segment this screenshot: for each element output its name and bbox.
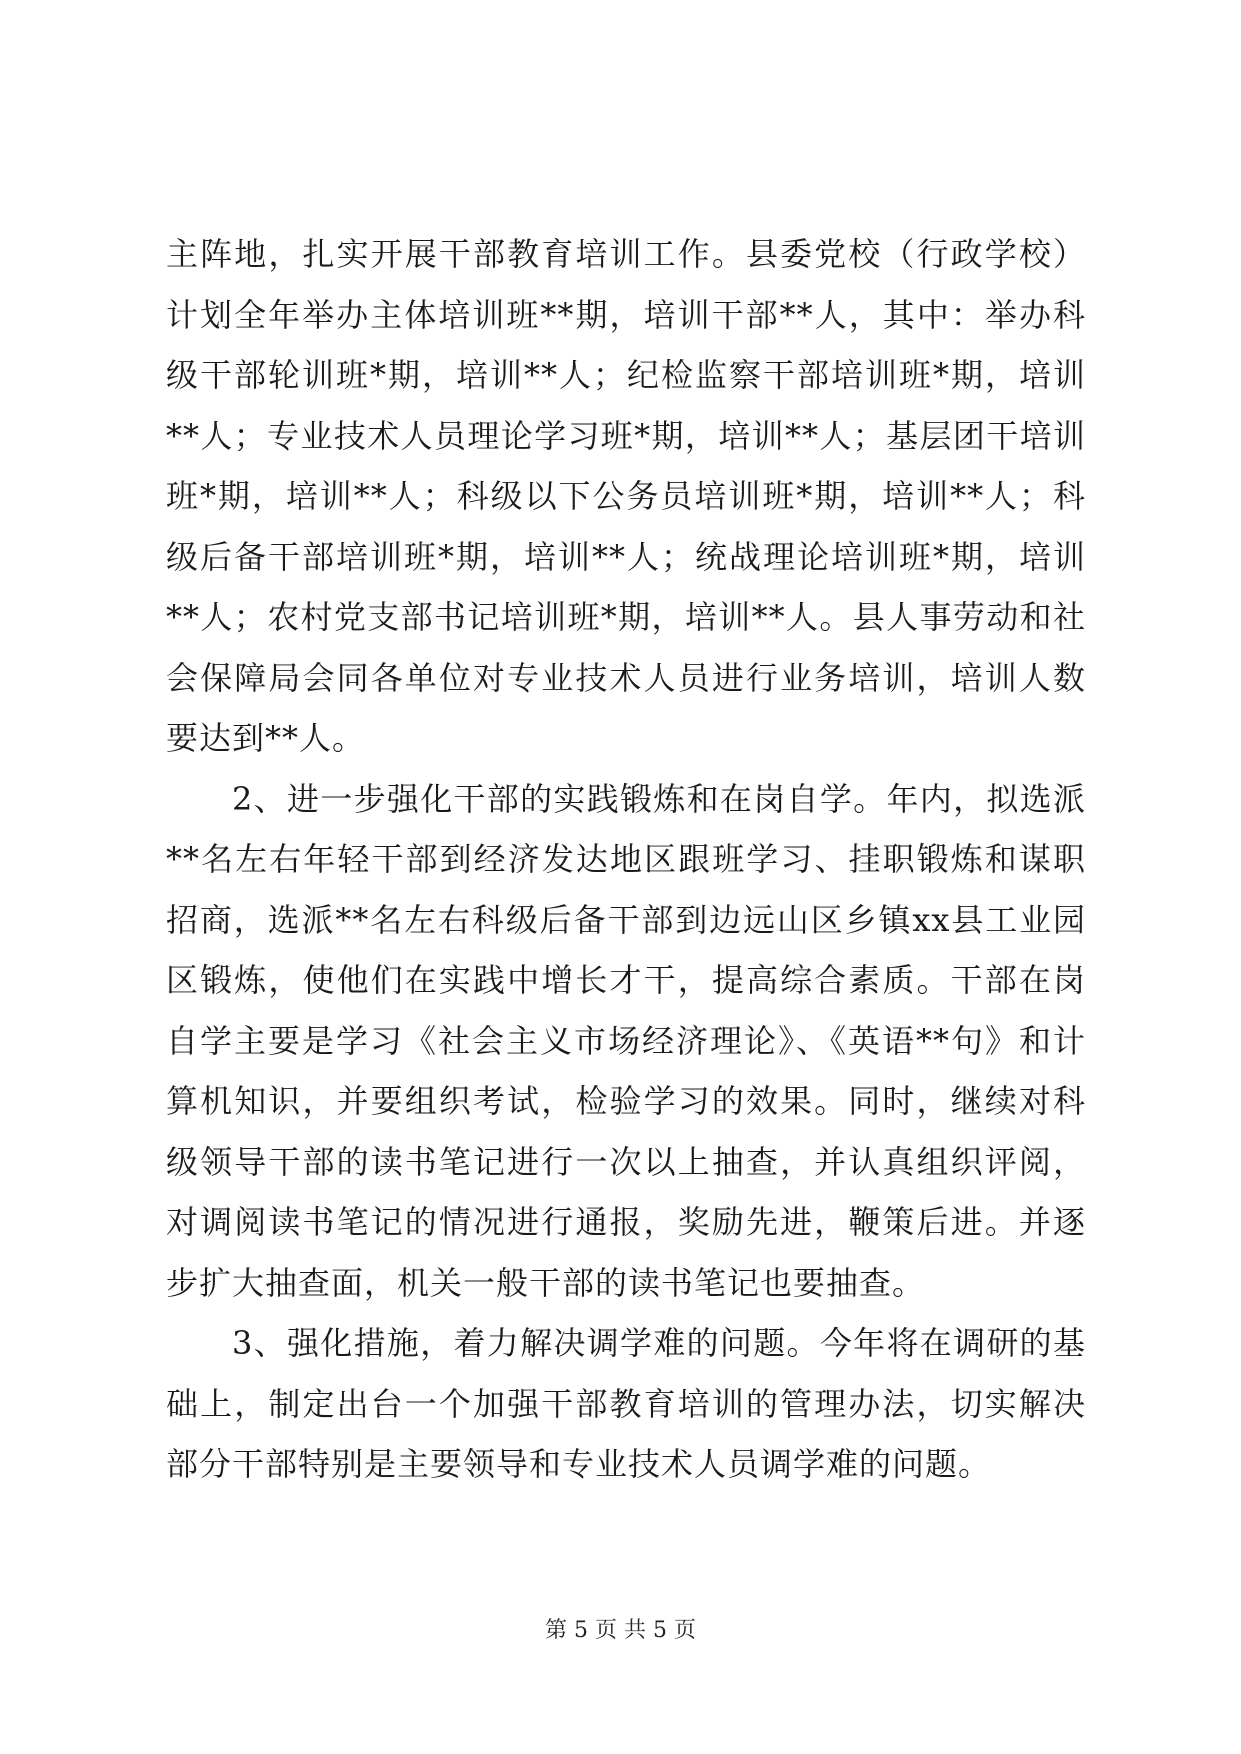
document-body <box>166 224 1086 1495</box>
page-number: 第 5 页 共 5 页 <box>545 1618 696 1643</box>
paragraph-continued: 主阵地，扎实开展干部教育培训工作。县委党校（行政学校）计划全年举办主体培训班**期，培训干部**人，其中：举办科级干部轮训班*期，培训**人；纪检监察干部培训班*期，培训**人；专业技术人员理论学习班*期，培训**人；基层团干培训班*期，培训**人；科级以下公务员培训班*期，培训**人；科级后备干部培训班*期，培训**人；统战理论培训班*期，培训**人；农村党支部书记培训班*期，培训**人。县人事劳动和社会保障局会同各单位对专业技术人员进行业务培训，培训人数要达到**人。 <box>166 235 1086 757</box>
paragraph-item-2: 2、进一步强化干部的实践锻炼和在岗自学。年内，拟选派**名左右年轻干部到经济发达地区跟班学习、挂职锻炼和谋职招商，选派**名左右科级后备干部到边远山区乡镇xx县工业园区锻炼，使他们在实践中增长才干，提高综合素质。干部在岗自学主要是学习《社会主义市场经济理论》、《英语**句》和计算机知识，并要组织考试，检验学习的效果。同时，继续对科级领导干部的读书笔记进行一次以上抽查，并认真组织评阅，对调阅读书笔记的情况进行通报，奖励先进，鞭策后进。并逐步扩大抽查面，机关一般干部的读书笔记也要抽查。 <box>166 779 1086 1302</box>
paragraph-item-3: 3、强化措施，着力解决调学难的问题。今年将在调研的基础上，制定出台一个加强干部教育培训的管理办法，切实解决部分干部特别是主要领导和专业技术人员调学难的问题。 <box>166 1324 1086 1483</box>
page-footer <box>0 1616 1241 1646</box>
